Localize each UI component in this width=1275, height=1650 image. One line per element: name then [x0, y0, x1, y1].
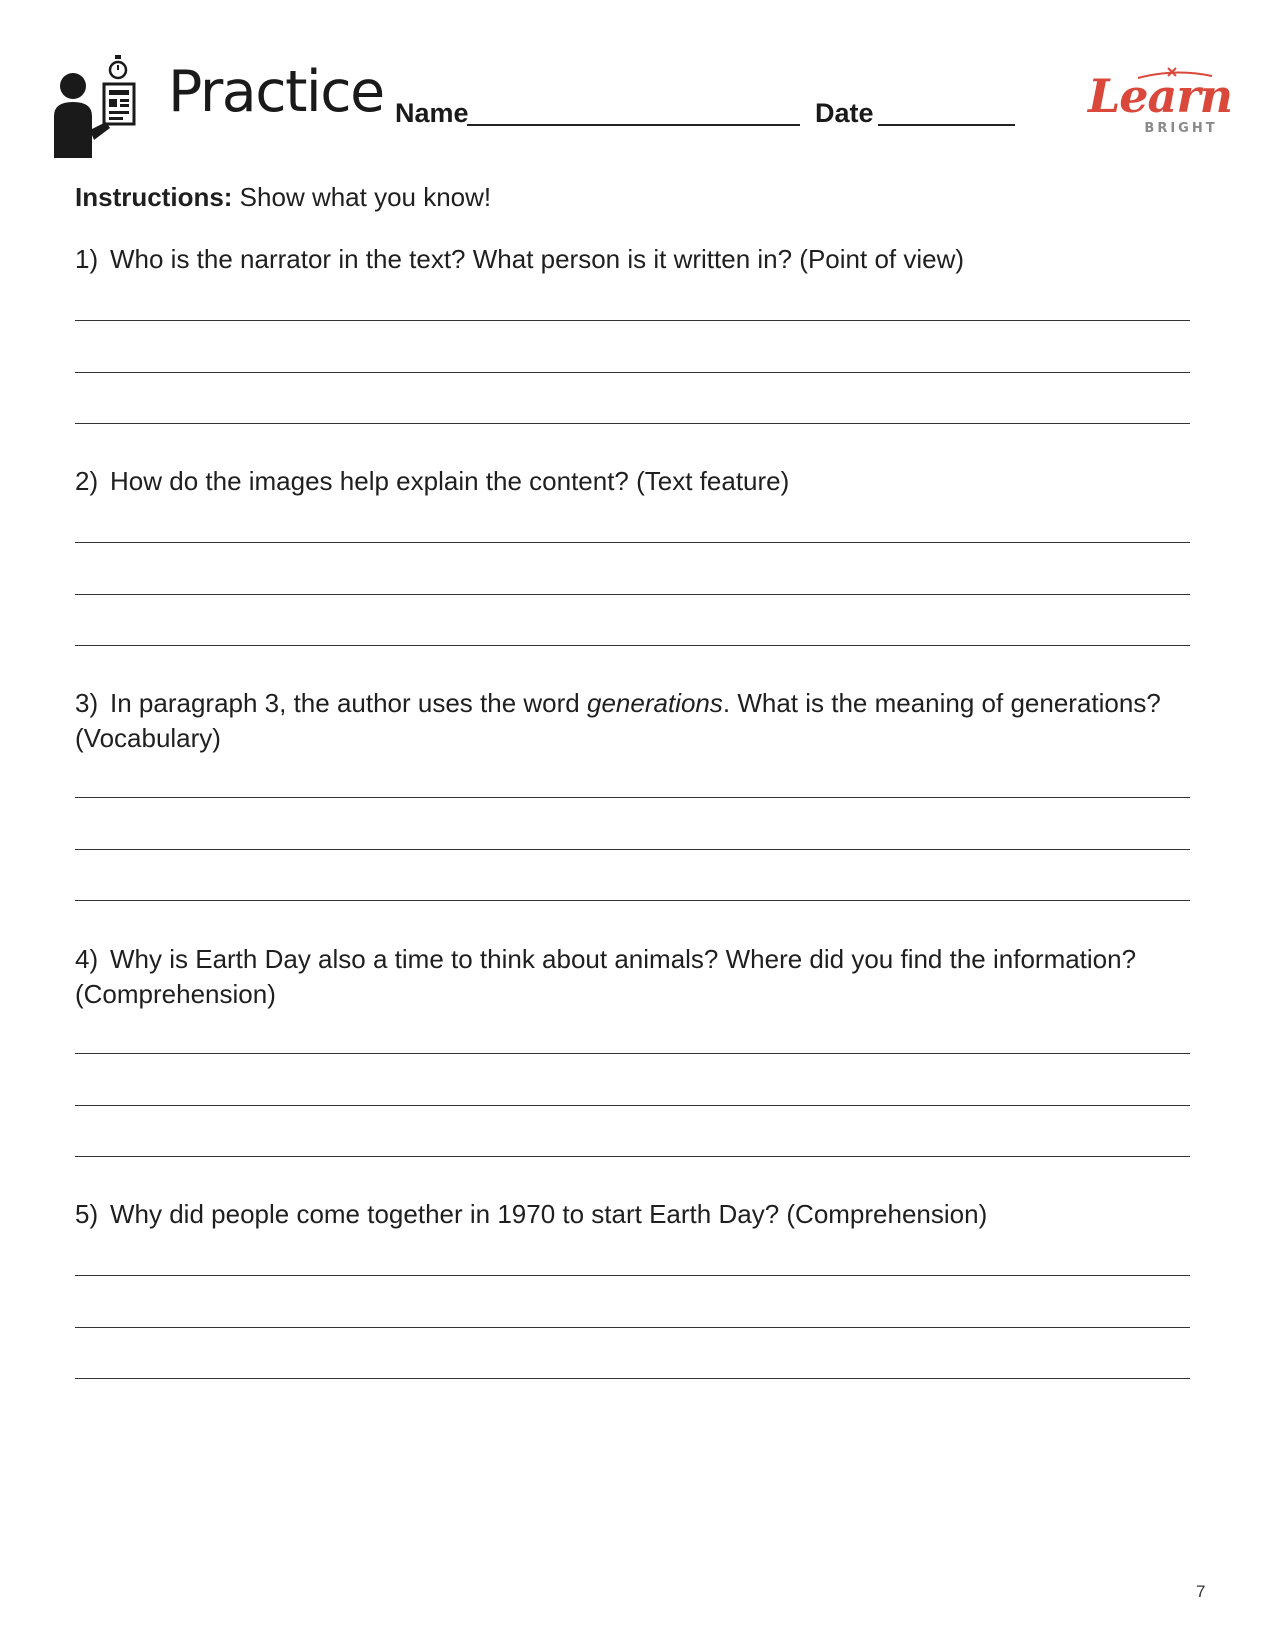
question-number: 1) [75, 244, 99, 274]
question-number: 5) [75, 1199, 99, 1229]
worksheet-header [0, 0, 1275, 170]
instructions-text: Show what you know! [232, 182, 492, 212]
question-number: 2) [75, 466, 99, 496]
question-text [75, 464, 1185, 499]
name-blank-line[interactable] [467, 124, 800, 126]
instructions-label: Instructions: [75, 182, 233, 212]
page-number: 7 [1196, 1582, 1206, 1601]
question-3 [75, 686, 1185, 756]
question-number: 3) [75, 688, 99, 718]
answer-line[interactable] [75, 372, 1190, 373]
answer-line[interactable] [75, 1275, 1190, 1276]
question-5 [75, 1197, 1185, 1232]
answer-line[interactable] [75, 1105, 1190, 1106]
question-prompt: Why did people come together in 1970 to start Earth Day? (Comprehension) [110, 1199, 988, 1229]
question-4 [75, 942, 1185, 1012]
answer-line[interactable] [75, 1053, 1190, 1054]
question-text [75, 686, 1185, 756]
answer-line[interactable] [75, 594, 1190, 595]
instructions [75, 180, 491, 214]
date-field[interactable] [815, 96, 1015, 130]
question-number: 4) [75, 944, 99, 974]
question-1 [75, 242, 1185, 277]
answer-line[interactable] [75, 1378, 1190, 1379]
emphasized-word: generations [586, 688, 723, 718]
question-text [75, 942, 1185, 1012]
answer-line[interactable] [75, 645, 1190, 646]
learn-bright-logo [1080, 62, 1240, 140]
question-2 [75, 464, 1185, 499]
question-text [75, 1197, 1185, 1232]
question-prompt: Who is the narrator in the text? What person is it written in? (Point of view) [110, 244, 965, 274]
name-field[interactable] [395, 96, 800, 130]
answer-line[interactable] [75, 1156, 1190, 1157]
page-title: Practice [168, 59, 384, 125]
question-text [75, 242, 1185, 277]
date-label: Date [815, 98, 874, 128]
question-prompt: Why is Earth Day also a time to think about animals? Where did you find the information? (Comprehension) [75, 944, 1137, 1009]
student-worksheet-icon [52, 50, 148, 158]
answer-line[interactable] [75, 797, 1190, 798]
answer-line[interactable] [75, 423, 1190, 424]
question-prompt-end: . What is the meaning of generations? (Vocabulary) [75, 688, 1161, 753]
answer-line[interactable] [75, 542, 1190, 543]
answer-line[interactable] [75, 849, 1190, 850]
date-blank-line[interactable] [878, 124, 1015, 126]
answer-line[interactable] [75, 320, 1190, 321]
question-prompt: How do the images help explain the content? (Text feature) [110, 466, 790, 496]
name-label: Name [395, 98, 469, 128]
logo-subword: BRIGHT [1144, 121, 1218, 136]
answer-line[interactable] [75, 900, 1190, 901]
answer-line[interactable] [75, 1327, 1190, 1328]
question-prompt-start: In paragraph 3, the author uses the word [110, 688, 587, 718]
logo-word: Learn [1087, 69, 1233, 123]
